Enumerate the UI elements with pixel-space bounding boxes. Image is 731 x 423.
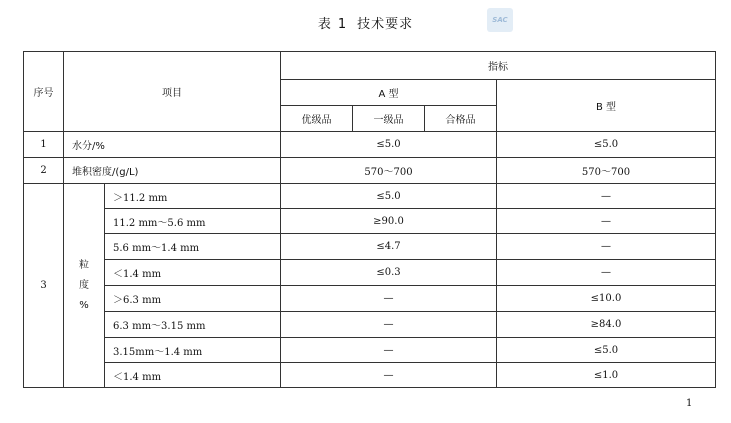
sub-row-label: ＞6.3 mm bbox=[105, 286, 281, 312]
table-title-text: 技术要求 bbox=[357, 17, 414, 32]
header-seq: 序号 bbox=[24, 52, 64, 132]
sub-row-value-b: — bbox=[497, 234, 716, 260]
sub-row-value-b: — bbox=[497, 260, 716, 286]
row-seq: 3 bbox=[24, 184, 64, 388]
sub-row-label: 11.2 mm～5.6 mm bbox=[105, 209, 281, 234]
sub-row-value-b: ≤5.0 bbox=[497, 338, 716, 363]
particle-label-char: % bbox=[79, 299, 89, 311]
sub-row-label: 6.3 mm～3.15 mm bbox=[105, 312, 281, 338]
header-item: 项目 bbox=[64, 52, 281, 132]
table-title bbox=[0, 13, 731, 32]
sub-row-label: ＜1.4 mm bbox=[105, 260, 281, 286]
sub-row-label: 3.15mm～1.4 mm bbox=[105, 338, 281, 363]
row-value-a: 570～700 bbox=[281, 158, 497, 184]
table-row bbox=[24, 260, 716, 286]
header-type-b: B 型 bbox=[497, 80, 716, 132]
header-grade-premium: 优级品 bbox=[281, 106, 353, 132]
sub-row-value-a: — bbox=[281, 312, 497, 338]
sac-logo-watermark: SAC bbox=[487, 8, 513, 32]
table-row bbox=[24, 184, 716, 209]
table-title-prefix: 表 bbox=[317, 17, 332, 32]
sub-row-value-a: ≥90.0 bbox=[281, 209, 497, 234]
sub-row-value-a: ≤0.3 bbox=[281, 260, 497, 286]
page-number: 1 bbox=[686, 398, 693, 409]
table-row bbox=[24, 312, 716, 338]
particle-size-label bbox=[64, 184, 105, 388]
row-value-b: 570～700 bbox=[497, 158, 716, 184]
row-seq: 1 bbox=[24, 132, 64, 158]
particle-label-char: 度 bbox=[79, 279, 89, 291]
header-grade-qualified: 合格品 bbox=[425, 106, 497, 132]
particle-label-char: 粒 bbox=[79, 259, 89, 271]
table-row bbox=[24, 234, 716, 260]
header-row-1 bbox=[24, 52, 716, 80]
sub-row-value-a: ≤5.0 bbox=[281, 184, 497, 209]
table-row bbox=[24, 338, 716, 363]
sub-row-value-a: — bbox=[281, 363, 497, 388]
sub-row-value-b: — bbox=[497, 184, 716, 209]
row-seq: 2 bbox=[24, 158, 64, 184]
table-title-number: 1 bbox=[337, 17, 348, 32]
table-row bbox=[24, 158, 716, 184]
sub-row-label: 5.6 mm～1.4 mm bbox=[105, 234, 281, 260]
sub-row-value-b: ≤10.0 bbox=[497, 286, 716, 312]
header-indicator: 指标 bbox=[281, 52, 716, 80]
row-value-b: ≤5.0 bbox=[497, 132, 716, 158]
sub-row-value-a: ≤4.7 bbox=[281, 234, 497, 260]
sub-row-label: ＞11.2 mm bbox=[105, 184, 281, 209]
sub-row-label: ＜1.4 mm bbox=[105, 363, 281, 388]
row-label: 堆积密度/(g/L) bbox=[64, 158, 281, 184]
sub-row-value-b: ≥84.0 bbox=[497, 312, 716, 338]
sub-row-value-b: — bbox=[497, 209, 716, 234]
table-row bbox=[24, 363, 716, 388]
row-label: 水分/% bbox=[64, 132, 281, 158]
sub-row-value-b: ≤1.0 bbox=[497, 363, 716, 388]
sub-row-value-a: — bbox=[281, 338, 497, 363]
sub-row-value-a: — bbox=[281, 286, 497, 312]
header-type-a: A 型 bbox=[281, 80, 497, 106]
row-value-a: ≤5.0 bbox=[281, 132, 497, 158]
table-row bbox=[24, 286, 716, 312]
technical-requirements-table bbox=[23, 51, 716, 388]
header-grade-first: 一级品 bbox=[353, 106, 425, 132]
table-row bbox=[24, 209, 716, 234]
table-row bbox=[24, 132, 716, 158]
